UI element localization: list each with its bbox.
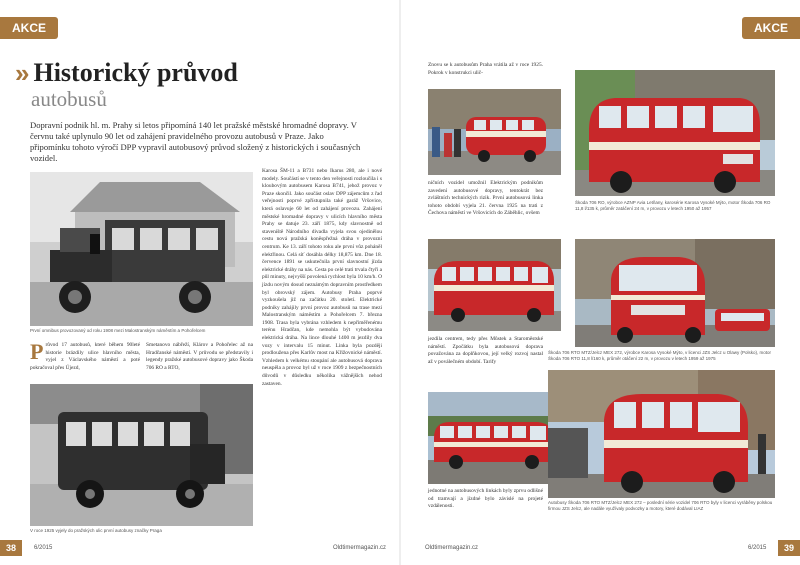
body-column-1-text: růvod 17 autobusů, které během 90leté historie brázdily ulice hlavního města, vyjel z Václavského náměstí a poté pokračoval přes Újezd,	[30, 342, 140, 371]
caption-photo-5: Autobusy Škoda 706 RTO MTZ/Jelcz MEX 272 – poslední série vozidel 706 RTO byly v licenci vyráběny polskou firmou JZS Jelcz, ale nadále využívaly podvozky a motory, které dodával LIAZ	[548, 500, 773, 511]
body-column-4d: jednotné na autobusových linkách byly zprvu odlišné od tramvají a jízdné bylo závislé na projeté vzdálenosti.	[428, 488, 543, 510]
page-number-left: 38	[0, 540, 22, 556]
body-column-1	[30, 339, 140, 372]
section-tab-left: AKCE	[0, 17, 58, 39]
photo-706rto-front	[575, 239, 775, 347]
footer-issue-right: 6/2015	[748, 545, 767, 551]
drop-cap: P	[30, 339, 44, 364]
title-subtitle: autobusů	[31, 87, 107, 111]
lead-paragraph: Dopravní podnik hl. m. Prahy si letos připomíná 140 let pražské městské hromadné dopravy. V červnu také uplynulo 90 let od zahájení pravidelného provozu autobusů v Praze. Jako připomínku tohoto výročí DPP vypravil autobusový průvod složený z historických i současných vozidel.	[30, 120, 361, 163]
caption-photo-1: První omnibus provozovaný od roku 1908 mezi Malostranským náměstím a Pohořelcem	[30, 328, 206, 333]
page-number-right: 39	[778, 540, 800, 556]
page-gutter	[399, 0, 401, 565]
body-column-4c: jezdila centrem, tedy přes Můstek a Staroměstské náměstí. Zpočátku byla autobusová doprava považována za doplňkovou, její velký rozvoj nastal až v poválečném období. Tarify	[428, 336, 543, 365]
section-tab-right: AKCE	[742, 17, 800, 39]
body-column-3: Karosa ŠM-11 a B731 nebo Ikarus 280, ale i nové modely. Součástí se v tento den veřejnosti rozloučila i s kloubovým autobusem Karosa B741, jehož provoz v Praze skončil. Jako součást oslav DPP zájemcům z řad veřejnosti poprvé zpřístupnila také garáž Vršovice, která oslavuje 60 let od zahájení provozu. Zahájení městské hromadné dopravy v ulicích hlavního města Prahy se datuje 23. září 1875, kdy slavnostně od staveniště Národního divadla vyjela svou ojedinělou cestu nová pražská koněspřežná dráha v provozní centrum. Ke 13. září tohoto roku ale první vůz poháněl elektřinou. Celá síť dosáhla délky 18,875 km. Dne 18. července 1891 se uskutečnila první slavnostní jízda elektrické dráhy na nás. Cesta po celé trati trvala čtyři a půl minuty, nejvyšší povolená rychlost byla 10 km/h. O jízdu novým dosud neznámým dopravním prostředkem byl obrovský zájem. Autobusy Praha poprvé vyzkoušela již na začátku 20. století. Elektrické podniky zahájily první provoz autobusů na trase mezi Malostranským náměstím a Pohořelcem 7. března 1908. Trasa byla vybrána vzhledem k nepřiměřenému terénu Hradčan, kde nemohla být vybudována elektrická dráha. Na lince dlouhé 1400 m jezdily dva vozy v intervalu 15 minut. Linka byla později prodloužena přes Karlův most na Křižovnické náměstí. Vzhledem k velkému stoupání ale autobusová doprava neuspěla a provoz byl už v roce 1909 z bezpečnostních důvodů v důsledku několika vážnějších nehod zastaven.	[262, 168, 382, 387]
photo-omnibus-1908	[30, 172, 253, 326]
title-main: Historický průvod	[33, 58, 238, 87]
caption-photo-2: V roce 1925 vyjely do pražských ulic první autobusy značky Praga	[30, 528, 162, 533]
footer-site-right: Oldtimermagazin.cz	[425, 545, 479, 551]
footer-issue-left: 6/2015	[34, 545, 53, 551]
body-column-4a: Znovu se k autobusům Praha vrátila až v roce 1925. Pokrok v konstrukci ulič-	[428, 62, 543, 76]
caption-photo-4: Škoda 706 RTO MTZ/Jelcz MEX 272, výrobce Karosa Vysoké Mýto, v licenci JZS Jelcz u Olawy (Polsko), motor Škoda 706 RTO 11,8 l/160 k, průměr otáčení 22 m, v provozu v letech 1959 až 1975	[548, 350, 771, 361]
caption-photo-3: Škoda 706 RO, výrobce AZNP Avia Letňany, karosérie Karosa Vysoké Mýto, motor Škoda 706 RO 11,8 l/135 k, průměr zatáčení 24 m, v provozu v letech 1950 až 1957	[575, 200, 771, 211]
photo-706rto-side	[428, 239, 561, 331]
photo-706ro-small	[428, 89, 561, 175]
photo-706ro-large	[575, 70, 775, 196]
photo-praga-bus-1925	[30, 384, 253, 526]
footer-site-left: Oldtimermagazin.cz	[333, 545, 387, 551]
body-column-2: Smetanovo nábřeží, Klárov a Pohořelec až na Hradčanské náměstí. V průvodu se představily i legendy pražské autobusové dopravy jako Škoda 706 RO a RTO,	[146, 342, 253, 371]
title-chevron: »	[15, 58, 30, 88]
photo-706rto-street	[428, 392, 561, 484]
article-title	[15, 58, 385, 110]
photo-706rto-parade	[548, 370, 775, 498]
body-column-4b: ničních vozidel umožnil Elektrickým podnikům zavedení autobusové dopravy, tentokrát bez zvláštních technických rizik. První autobusová linka tohoto období vyjela 21. června 1925 na trati z Čechova náměstí ve Vršovicích do Záběhlic, ovšem	[428, 180, 543, 217]
